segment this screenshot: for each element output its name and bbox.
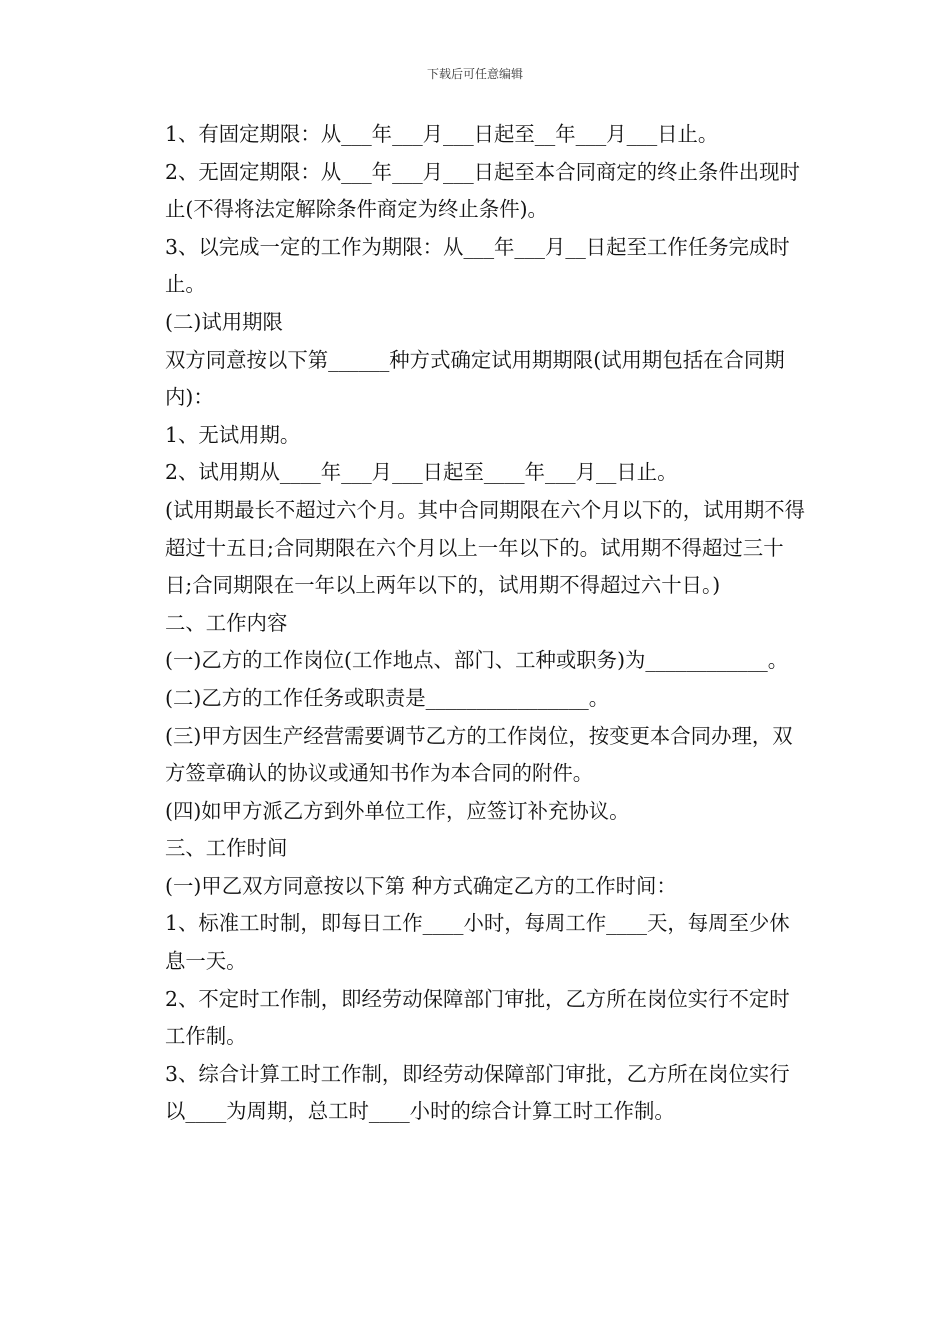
paragraph: 1、标准工时制，即每日工作____小时，每周工作____天，每周至少休息一天。 bbox=[165, 911, 790, 974]
paragraph: 2、试用期从____年___月___日起至____年___月__日止。 bbox=[165, 460, 678, 485]
paragraph: 2、无固定期限：从___年___月___日起至本合同商定的终止条件出现时止(不得将法定解除条件商定为终止条件)。 bbox=[165, 159, 800, 222]
paragraph: (二)乙方的工作任务或职责是________________。 bbox=[165, 685, 610, 710]
paragraph: (试用期最长不超过六个月。其中合同期限在六个月以下的，试用期不得超过十五日;合同期限在六个月以上一年以下的。试用期不得超过三十日;合同期限在一年以上两年以下的，试用期不得超过六十日。) bbox=[165, 497, 806, 598]
page-header: 下载后可任意编辑 bbox=[426, 67, 523, 81]
paragraph: (三)甲方因生产经营需要调节乙方的工作岗位，按变更本合同办理，双方签章确认的协议或通知书作为本合同的附件。 bbox=[165, 723, 793, 786]
document-body bbox=[144, 116, 808, 1131]
paragraph: 1、无试用期。 bbox=[165, 422, 301, 447]
paragraph: (二)试用期限 bbox=[165, 309, 283, 334]
paragraph: 1、有固定期限：从___年___月___日起至__年___月___日止。 bbox=[165, 122, 719, 146]
paragraph: (四)如甲方派乙方到外单位工作，应签订补充协议。 bbox=[165, 798, 630, 823]
paragraph: (一)乙方的工作岗位(工作地点、部门、工种或职务)为____________。 bbox=[165, 648, 789, 673]
section-heading: 二、工作内容 bbox=[165, 610, 288, 635]
paragraph: 2、不定时工作制，即经劳动保障部门审批，乙方所在岗位实行不定时工作制。 bbox=[165, 986, 790, 1049]
paragraph: 3、综合计算工时工作制，即经劳动保障部门审批，乙方所在岗位实行以____为周期，总工时____小时的综合计算工时工作制。 bbox=[165, 1061, 790, 1124]
paragraph: 双方同意按以下第______种方式确定试用期期限(试用期包括在合同期内)： bbox=[165, 347, 785, 410]
section-heading: 三、工作时间 bbox=[165, 836, 288, 861]
paragraph: (一)甲乙双方同意按以下第 种方式确定乙方的工作时间： bbox=[165, 873, 677, 898]
paragraph: 3、以完成一定的工作为期限：从___年___月__日起至工作任务完成时止。 bbox=[165, 234, 790, 297]
